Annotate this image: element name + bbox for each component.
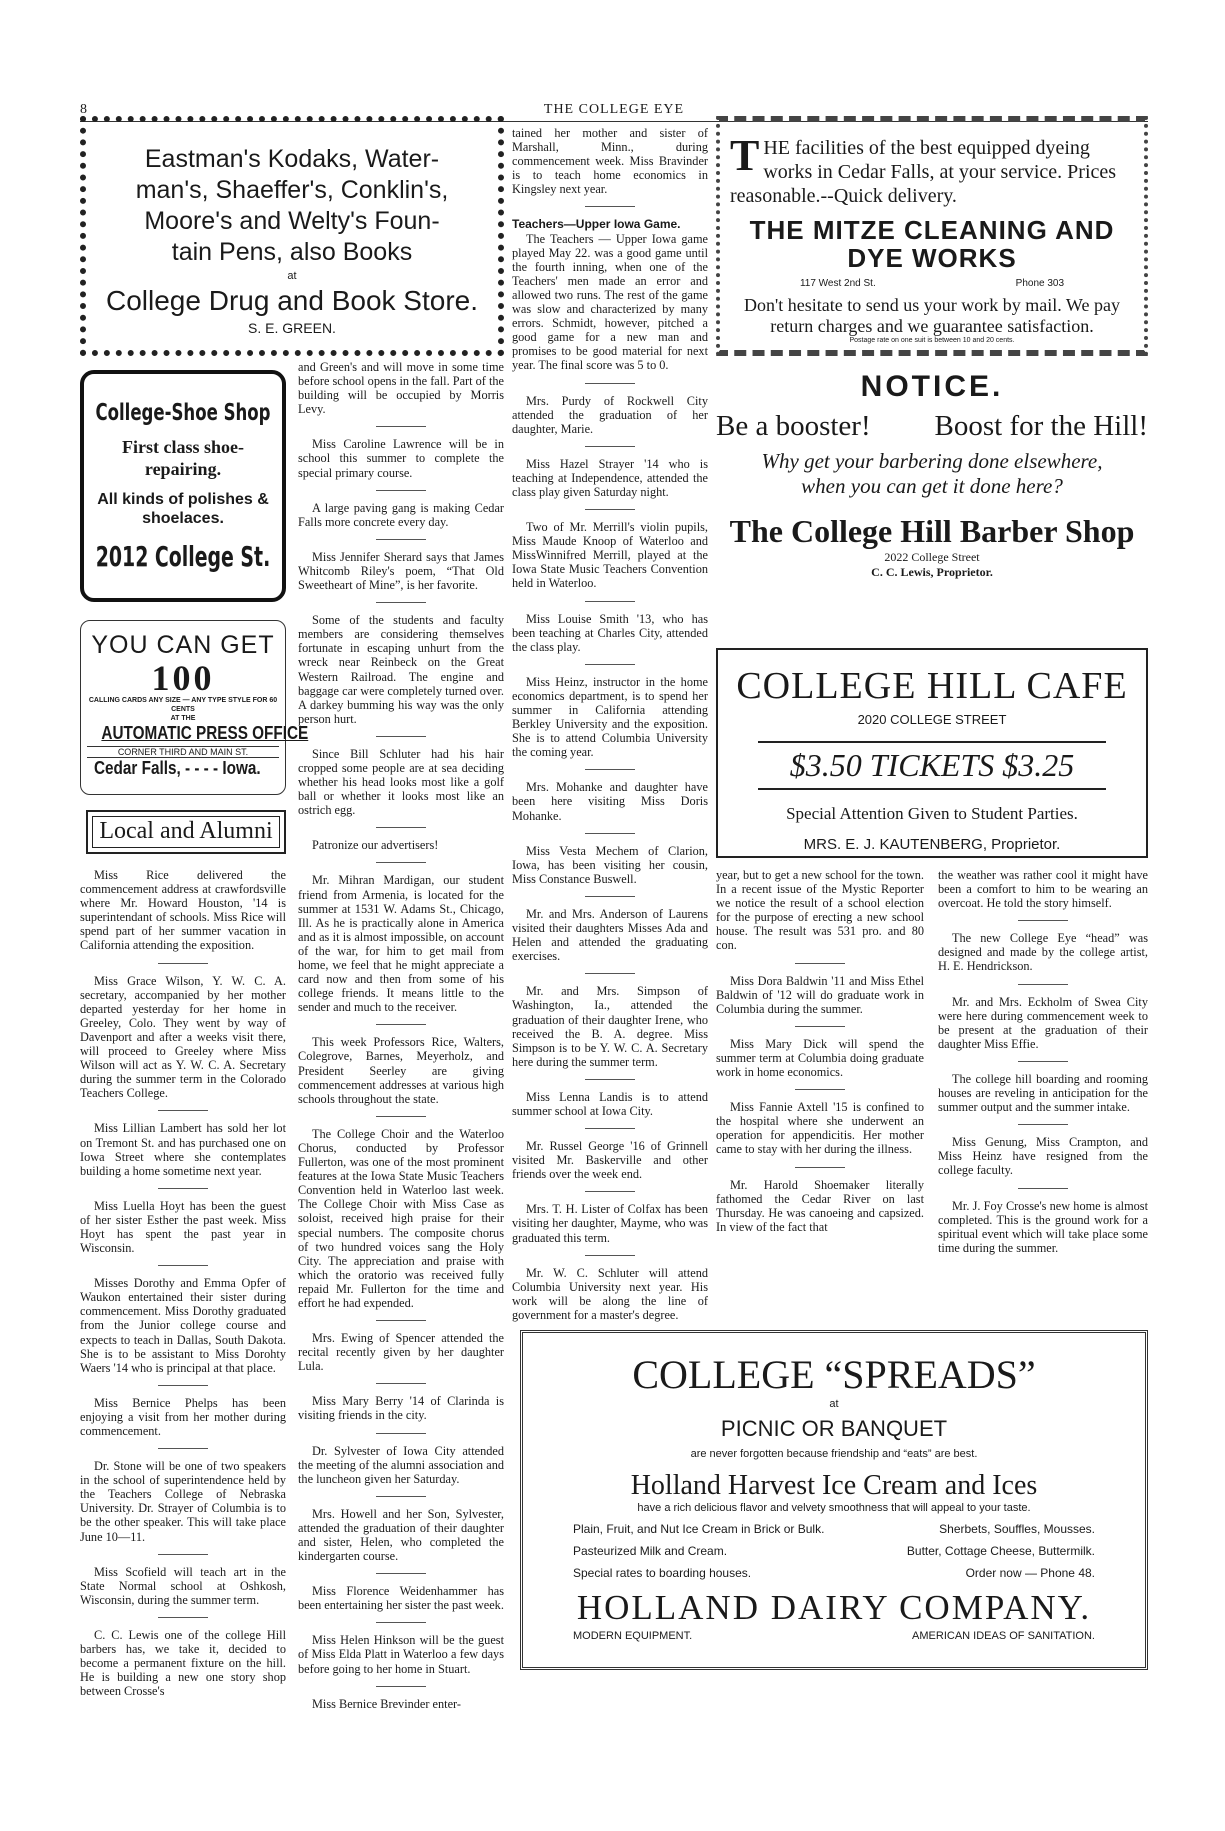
cleaning-address: 117 West 2nd St. (799, 278, 876, 289)
news-item: year, but to get a new school for the town. In a recent issue of the Mystic Reporter we notice the result of a school election for the purpose of erecting a new school house. The result was 531 pro. and 80 con. (716, 868, 924, 953)
shoe-shop-ad (80, 370, 286, 602)
cafe-special: Special Attention Given to Student Parties. (786, 804, 1078, 823)
news-item: Mr. J. Foy Crosse's new home is almost completed. This is the ground work for a spiritual event which will take place some time during the summer. (938, 1198, 1148, 1255)
press-ad (80, 620, 309, 795)
press-cards: CALLING CARDS ANY SIZE — ANY TYPE STYLE FOR 60 CENTS (88, 697, 278, 713)
news-item: Miss Bernice Phelps has been enjoying a visit from her mother during commencement. (80, 1395, 286, 1438)
news-item: Miss Heinz, instructor in the home economics department, is to spend her summer in California attending Berkley University and the exposition. She is to attend Columbia University the coming year. (512, 674, 708, 760)
boost-text: Boost for the Hill! (934, 410, 1148, 442)
dairy-row (573, 1566, 1095, 1580)
separator (585, 973, 635, 974)
dairy-ad (520, 1330, 1148, 1670)
separator (795, 1089, 845, 1090)
separator (585, 1128, 635, 1129)
press-city: Cedar Falls, - - - - Iowa. (94, 758, 261, 778)
separator (585, 1255, 635, 1256)
separator (585, 833, 635, 834)
cafe-address: 2020 COLLEGE STREET (857, 712, 1007, 727)
news-item: Mr. Mihran Mardigan, our student friend from Armenia, is located for the summer at 1531 W. Adams St., Chicago, Ill. As he is practically alone in America and as it is almost impossible, on account of the war, for him to get mail from home, we feel that he might appreciate a card now and then from some of his college friends. It means little to the sender and much to the receiver. (298, 873, 504, 1015)
separator (1018, 984, 1068, 985)
news-item: Miss Dora Baldwin '11 and Miss Ethel Baldwin of '12 will do graduate work in Columbia during the summer. (716, 973, 924, 1016)
news-item: Miss Mary Dick will spend the summer term at Columbia doing graduate work in home economics. (716, 1036, 924, 1080)
drug-ad-store: College Drug and Book Store. (106, 285, 478, 316)
shoe-shop-line: First class shoe-repairing. (122, 437, 244, 479)
shoe-shop-line: All kinds of polishes & shoelaces. (97, 491, 269, 527)
barber-proprietor: C. C. Lewis, Proprietor. (871, 565, 993, 579)
news-item: Mrs. Mohanke and daughter have been here visiting Miss Doris Mohanke. (512, 780, 708, 823)
separator (1018, 920, 1068, 921)
news-item: Mrs. Howell and her Son, Sylvester, attended the graduation of their daughter and sister, Helen, who completed the kindergarten course. (298, 1506, 504, 1564)
press-line: YOU CAN GET (91, 631, 275, 659)
news-item: Some of the students and faculty members are considering themselves fortunate in escaping unhurt from the wreck near Reinbeck on the Great Western Railroad. The engine and baggage car were completely turned over. A darkey bumming his way was the only person hurt. (298, 613, 504, 726)
separator (376, 426, 426, 427)
drug-ad-owner: S. E. GREEN. (248, 320, 336, 336)
dairy-american: AMERICAN IDEAS OF SANITATION. (912, 1630, 1095, 1642)
cleaning-drop-cap: T (730, 131, 760, 180)
news-item: Mrs. Ewing of Spencer attended the recital recently given by her daughter Lula. (298, 1331, 504, 1374)
separator (376, 1116, 426, 1117)
separator (376, 539, 426, 540)
separator (376, 1320, 426, 1321)
barber-why: when you can get it done here? (801, 474, 1063, 498)
separator (585, 601, 635, 602)
news-item: Miss Genung, Miss Crampton, and Miss Heinz have resigned from the college faculty. (938, 1135, 1148, 1178)
dairy-special: Special rates to boarding houses. (573, 1566, 752, 1580)
separator (585, 383, 635, 384)
news-item: Miss Fannie Axtell '15 is confined to the hospital where she underwent an operation for appendicitis. Her mother came to stay with her during the illness. (716, 1100, 924, 1157)
separator (376, 602, 426, 603)
news-item: Since Bill Schluter had his hair cropped some people are at sea deciding whether his head looks most like a golf ball or whether it looks most like an ostrich egg. (298, 746, 504, 818)
separator (585, 769, 635, 770)
dairy-company: HOLLAND DAIRY COMPANY. (576, 1588, 1092, 1627)
dairy-footer (573, 1630, 1095, 1642)
dairy-sherbets: Sherbets, Souffles, Mousses. (939, 1522, 1095, 1536)
separator (376, 1024, 426, 1025)
press-corner: CORNER THIRD AND MAIN ST. (87, 746, 279, 758)
news-item: Miss Helen Hinkson will be the guest of Miss Elda Platt in Waterloo a few days before going to her home in Stuart. (298, 1633, 504, 1676)
column-3 (512, 126, 708, 1326)
news-item: C. C. Lewis one of the college Hill barbers has, we take it, decided to become a permanent fixture on the hill. He is building a new one story shop between Crosse's (80, 1627, 286, 1699)
separator (376, 736, 426, 737)
separator (1018, 1124, 1068, 1125)
spreads-at: at (829, 1398, 839, 1410)
news-item: Patronize our advertisers! (312, 838, 439, 853)
news-item: Miss Jennifer Sherard says that James Whitcomb Riley's poem, “That Old Sweetheart of Mine”, is her favorite. (298, 549, 504, 593)
booster-text: Be a booster! (716, 410, 871, 442)
separator (376, 1496, 426, 1497)
news-item: Miss Lillian Lambert has sold her lot on Tremont St. and has purchased one on Iowa Street where she contemplates building a home sometime next year. (80, 1121, 286, 1178)
dairy-modern: MODERN EQUIPMENT. (573, 1630, 693, 1642)
drug-store-ad (80, 116, 504, 356)
separator (585, 664, 635, 665)
news-item: Mr. W. C. Schluter will attend Columbia University next year. His work will be along the line of government for a master's degree. (512, 1265, 708, 1322)
news-item: The new College Eye “head” was designed and made by the college artist, H. E. Hendrickson. (938, 931, 1148, 974)
news-item: Miss Caroline Lawrence will be in school this summer to complete the special primary course. (298, 437, 504, 480)
dairy-order: Order now — Phone 48. (965, 1566, 1095, 1580)
news-item: Mr. Russel George '16 of Grinnell visited Mr. Baskerville and other friends over the week end. (512, 1139, 708, 1182)
press-count: 100 (151, 658, 215, 698)
holland-title: Holland Harvest Ice Cream and Ices (630, 1470, 1038, 1501)
barber-why: Why get your barbering done elsewhere, (761, 449, 1103, 473)
separator (585, 896, 635, 897)
separator (158, 1448, 208, 1449)
news-item: The college hill boarding and rooming houses are reveling in anticipation for the summer output and the summer intake. (938, 1071, 1148, 1115)
news-item: Mr. and Mrs. Anderson of Laurens visited their daughters Misses Ada and Helen and attended the graduating exercises. (512, 906, 708, 964)
news-item: Two of Mr. Merrill's violin pupils, Miss Maude Knoop of Waterloo and MissWinnifred Merrill, played at the Iowa State Music Teachers Convention held in Waterloo. (512, 520, 708, 591)
news-item: Miss Florence Weidenhammer has been entertaining her sister the past week. (298, 1584, 504, 1613)
cafe-ad (716, 648, 1148, 858)
news-item: and Green's and will move in some time before school opens in the fall. Part of the building will be occupied by Morris Levy. (298, 360, 504, 417)
barber-address: 2022 College Street (884, 550, 980, 564)
page-number: 8 (80, 102, 87, 117)
separator (158, 1188, 208, 1189)
news-item: Miss Lenna Landis is to attend summer school at Iowa City. (512, 1089, 708, 1118)
dairy-row (573, 1544, 1095, 1558)
separator (376, 1573, 426, 1574)
spreads-picnic: PICNIC OR BANQUET (720, 1416, 948, 1441)
column-2 (298, 360, 504, 1831)
column-1 (80, 868, 286, 1831)
news-item: Miss Rice delivered the commencement address at crawfordsville where Mr. Howard Houston, '14 is superintendant of schools. Miss Rice will spend part of her summer vacation in California attending the exposition. (80, 868, 286, 953)
separator (585, 446, 635, 447)
news-item: the weather was rather cool it might have been a comfort to him to be wearing an overcoat. He told the story himself. (938, 868, 1148, 911)
separator (376, 1622, 426, 1623)
separator (795, 1167, 845, 1168)
separator (1018, 1188, 1068, 1189)
dairy-butter: Butter, Cottage Cheese, Buttermilk. (906, 1544, 1095, 1558)
news-item: The College Choir and the Waterloo Chorus, conducted by Professor Fullerton, was one of the most prominent features at the Iowa State Music Teachers Convention held in Waterloo last week. The College Choir with Miss Case as soloist, received high praise for their special numbers. The composite chorus of two hundred voices sang the Holy City. The appreciation and praise with which the oratorio was received fully repaid Mr. Fullerton for the time and effort he had expended. (298, 1126, 504, 1310)
separator (585, 1191, 635, 1192)
drug-ad-line: man's, Shaeffer's, Conklin's, (135, 176, 449, 204)
news-item: The Teachers — Upper Iowa game played May 22. was a good game until the fourth inning, when one of the Teachers' men made an error and allowed two runs. The rest of the game was slow and characterized by many errors. Schmidt, however, pitched a good game for a new man and promises to be good material for next year. The final score was 5 to 0. (512, 231, 708, 373)
drug-ad-at: at (287, 270, 297, 282)
cleaning-name: THE MITZE CLEANING AND DYE WORKS (749, 215, 1115, 273)
section-title: Local and Alumni (99, 818, 273, 844)
separator (158, 963, 208, 964)
separator (158, 1554, 208, 1555)
dairy-row (573, 1522, 1095, 1536)
separator (585, 206, 635, 207)
cafe-name: COLLEGE HILL CAFE (736, 665, 1128, 707)
cleaning-note: Don't hesitate to send us your work by mail. We pay return charges and we guarantee satisfaction. (744, 295, 1120, 336)
drug-ad-line: tain Pens, also Books (171, 238, 413, 266)
shoe-shop-title: College-Shoe Shop (95, 400, 271, 426)
separator (158, 1385, 208, 1386)
dairy-plain: Plain, Fruit, and Nut Ice Cream in Brick or Bulk. (573, 1522, 825, 1536)
separator (158, 1265, 208, 1266)
news-item: Miss Louise Smith '13, who has been teaching at Charles City, attended the class play. (512, 611, 708, 654)
separator (585, 1079, 635, 1080)
spreads-forgotten: are never forgotten because friendship and “eats” are best. (690, 1448, 978, 1460)
separator (376, 862, 426, 863)
paper-title: THE COLLEGE EYE (543, 102, 685, 117)
news-item: Mr. and Mrs. Simpson of Washington, Ia., attended the graduation of their daughter Irene, who received the B. A. degree. Miss Simpson is to be Y. W. C. A. Secretary here during the summer term. (512, 984, 708, 1069)
dairy-milk: Pasteurized Milk and Cream. (573, 1544, 728, 1558)
news-item: Miss Hazel Strayer '14 who is teaching at Independence, attended the class play given Saturday night. (512, 456, 708, 499)
news-heading: Teachers—Upper Iowa Game. (512, 217, 681, 232)
separator (158, 1110, 208, 1111)
spreads-title: COLLEGE “SPREADS” (632, 1352, 1036, 1397)
cleaning-phone: Phone 303 (1015, 278, 1065, 289)
separator (376, 1433, 426, 1434)
notice-heading: NOTICE. (860, 370, 1004, 403)
separator (795, 963, 845, 964)
holland-flavor: have a rich delicious flavor and velvety smoothness that will appeal to your taste. (637, 1502, 1031, 1514)
news-item: Miss Vesta Mechem of Clarion, Iowa, has been visiting her cousin, Miss Constance Buswell. (512, 843, 708, 886)
news-item: Miss Scofield will teach art in the State Normal school at Oshkosh, Wisconsin, during the summer term. (80, 1564, 286, 1607)
cleaning-intro (730, 131, 1134, 208)
separator (376, 1383, 426, 1384)
column-4 (716, 868, 924, 1326)
cleaning-postage: Postage rate on one suit is between 10 and 20 cents. (849, 337, 1015, 344)
news-item: Dr. Stone will be one of two speakers in the school of superintendence held by the Teachers College of Nebraska University. Dr. Strayer of Columbia is to be the other speaker. This will take place June 10—11. (80, 1459, 286, 1544)
cafe-tickets: $3.50 TICKETS $3.25 (758, 741, 1106, 790)
news-item: Misses Dorothy and Emma Opfer of Waukon entertained their sister during commencement. Miss Dorothy graduated from the Junior college course and expects to teach in Dallas, South Dakota. She is to be assistant to Miss Dorohty Waers '14 who is principal at that place. (80, 1276, 286, 1375)
news-item: tained her mother and sister of Marshall, Minn., during commencement week. Miss Bravinder is to teach home economics in Kingsley next year. (512, 126, 708, 197)
section-title-box (86, 810, 286, 854)
separator (376, 827, 426, 828)
drug-ad-line: Eastman's Kodaks, Water- (144, 145, 440, 173)
separator (795, 1026, 845, 1027)
drug-ad-line: Moore's and Welty's Foun- (144, 207, 440, 235)
separator (1018, 1061, 1068, 1062)
news-item: Miss Bernice Brevinder enter- (312, 1696, 461, 1711)
news-item: Dr. Sylvester of Iowa City attended the meeting of the alumni association and the luncheon given her Saturday. (298, 1443, 504, 1486)
separator (376, 1686, 426, 1687)
news-item: A large paving gang is making Cedar Falls more concrete every day. (298, 500, 504, 529)
news-item: Mr. and Mrs. Eckholm of Swea City were here during commencement week to be present at the graduation of their daughter Miss Effie. (938, 994, 1148, 1051)
barber-ad (716, 370, 1148, 635)
news-item: Mrs. T. H. Lister of Colfax has been visiting her daughter, Mayme, who was graduated this term. (512, 1202, 708, 1245)
shoe-shop-address: 2012 College St. (95, 540, 271, 573)
news-item: Miss Grace Wilson, Y. W. C. A. secretary, accompanied by her mother departed yesterday for her home in Greeley, Colo. They went by way of Davenport and after a weeks visit there, will proceed to Greeley where Miss Wilson will act as Y. W. C. A. Secretary during the summer term in the Colorado Teachers College. (80, 973, 286, 1101)
news-item: Miss Mary Berry '14 of Clarinda is visiting friends in the city. (298, 1394, 504, 1423)
column-5 (938, 868, 1148, 1326)
cafe-proprietor: MRS. E. J. KAUTENBERG, Proprietor. (803, 836, 1061, 853)
news-item: This week Professors Rice, Walters, Colegrove, Barnes, Meyerholz, and President Seerley are giving commencement addresses at various high schools throughout the state. (298, 1035, 504, 1106)
separator (585, 509, 635, 510)
barber-name: The College Hill Barber Shop (729, 513, 1135, 549)
separator (158, 1617, 208, 1618)
booster-line (716, 410, 1148, 443)
separator (376, 490, 426, 491)
cleaning-intro-text: HE facilities of the best equipped dyeing works in Cedar Falls, at your service. Prices reasonable.--Quick delivery. (730, 137, 1117, 207)
press-office: AUTOMATIC PRESS OFFICE (101, 723, 309, 743)
news-item: Mr. Harold Shoemaker literally fathomed the Cedar River on last Thursday. He was canoeing and capsized. In view of the fact that (716, 1177, 924, 1234)
news-item: Miss Luella Hoyt has been the guest of her sister Esther the past week. Miss Hoyt has spent the past year in Wisconsin. (80, 1198, 286, 1256)
news-item: Mrs. Purdy of Rockwell City attended the graduation of her daughter, Marie. (512, 393, 708, 436)
cleaning-ad (716, 116, 1148, 356)
cleaning-contact (730, 278, 1134, 289)
press-at: AT THE (170, 715, 196, 722)
